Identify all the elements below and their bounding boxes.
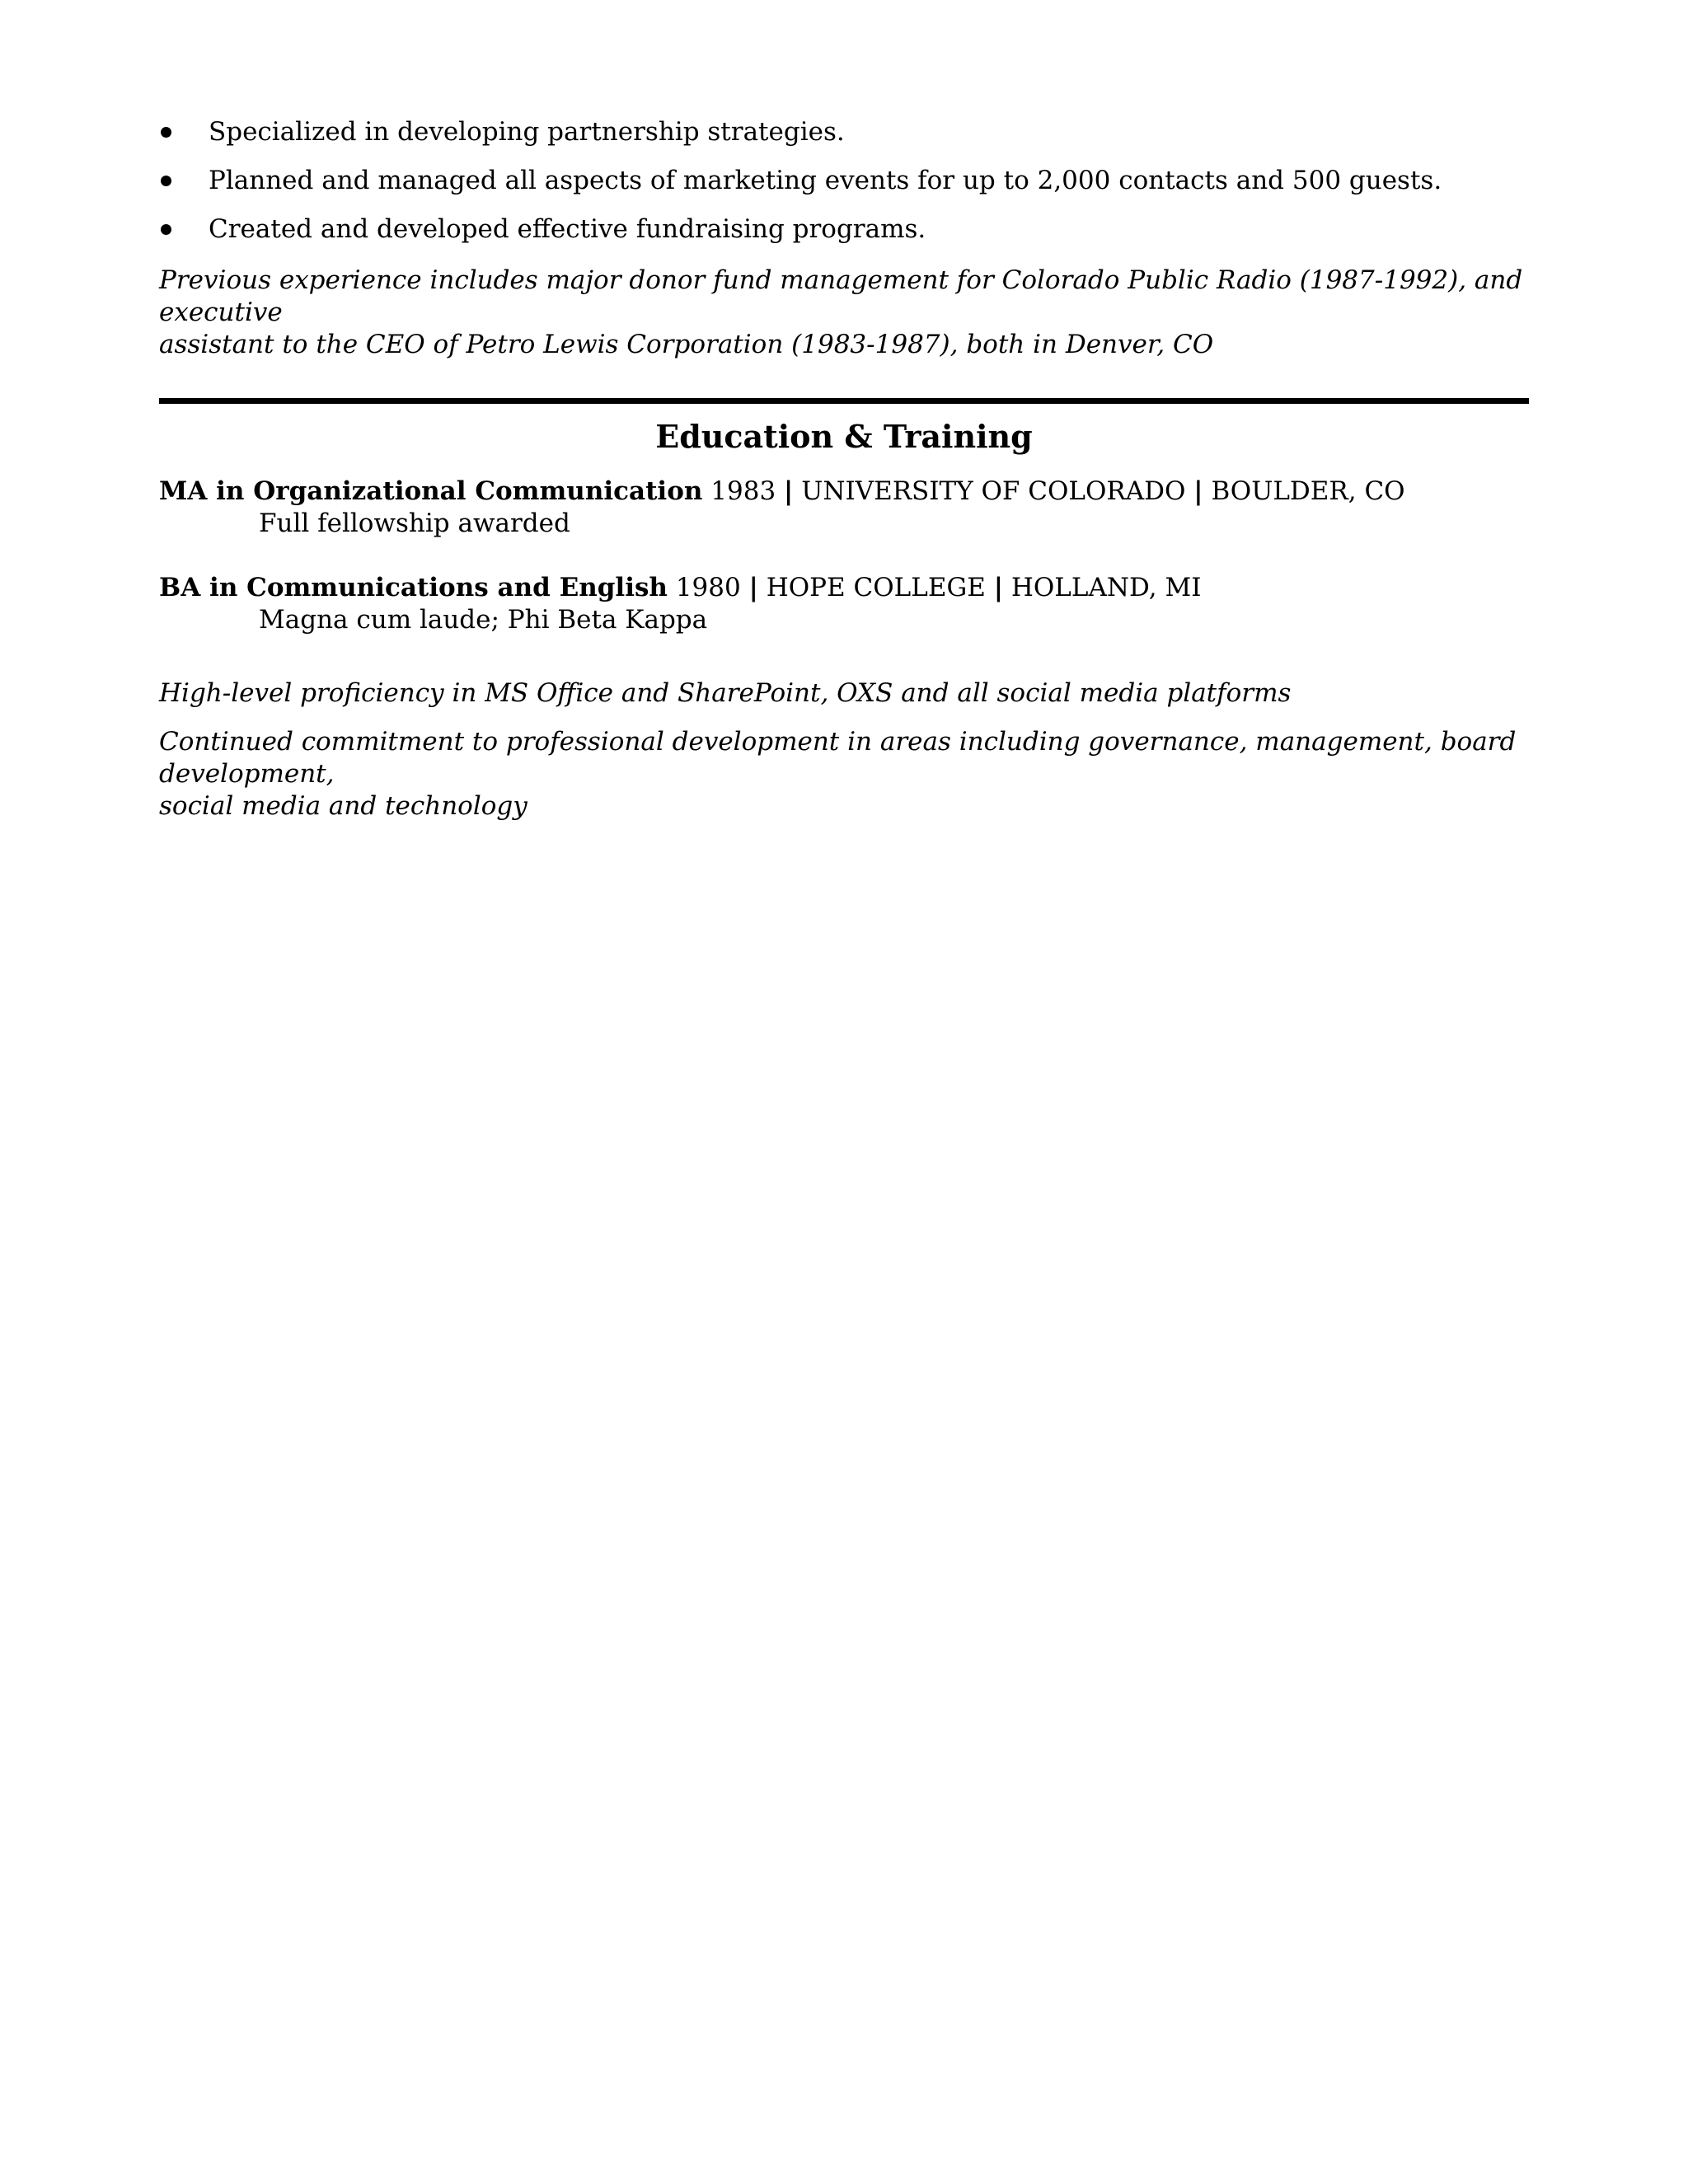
bullet-text: Created and developed effective fundraising programs. — [209, 214, 926, 244]
separator: | — [748, 573, 758, 602]
degree-location: HOLLAND, MI — [1010, 573, 1202, 602]
bullet-text: Planned and managed all aspects of marketing events for up to 2,000 contacts and 500 guests. — [209, 166, 1442, 195]
bullet-text: Specialized in developing partnership strategies. — [209, 117, 845, 147]
degree-entry — [159, 572, 1529, 636]
list-item — [159, 213, 1529, 246]
previous-experience-line: Previous experience includes major donor fund management for Colorado Public Radio (1987-1992), and executive — [159, 265, 1523, 327]
degree-note: Magna cum laude; Phi Beta Kappa — [259, 605, 708, 635]
previous-experience — [159, 265, 1529, 361]
degree-year: 1980 — [675, 573, 741, 602]
list-item — [159, 164, 1529, 197]
resume-page — [159, 115, 1529, 823]
degree-entry — [159, 476, 1529, 540]
previous-experience-line: assistant to the CEO of Petro Lewis Corporation (1983-1987), both in Denver, CO — [159, 330, 1214, 359]
degree-location: BOULDER, CO — [1211, 476, 1405, 506]
experience-bullets — [159, 115, 1529, 246]
section-divider — [159, 398, 1529, 404]
degree-year: 1983 — [710, 476, 776, 506]
skills-line: High-level proficiency in MS Office and SharePoint, OXS and all social media platforms — [159, 678, 1292, 708]
separator: | — [1193, 476, 1203, 506]
separator: | — [784, 476, 794, 506]
degree-name: BA in Communications and English — [159, 573, 668, 602]
bullet-icon — [161, 176, 171, 186]
development-line — [159, 726, 1529, 823]
degree-note: Full fellowship awarded — [259, 509, 570, 538]
degree-school: UNIVERSITY OF COLORADO — [801, 476, 1186, 506]
separator: | — [993, 573, 1003, 602]
section-title: Education & Training — [655, 418, 1033, 455]
degree-name: MA in Organizational Communication — [159, 476, 703, 506]
degree-school: HOPE COLLEGE — [766, 573, 986, 602]
bullet-icon — [161, 224, 171, 235]
development-line-part: Continued commitment to professional development in areas including governance, management, board development, — [159, 727, 1517, 789]
list-item — [159, 115, 1529, 148]
bullet-icon — [161, 127, 171, 138]
development-line-part: social media and technology — [159, 791, 528, 821]
